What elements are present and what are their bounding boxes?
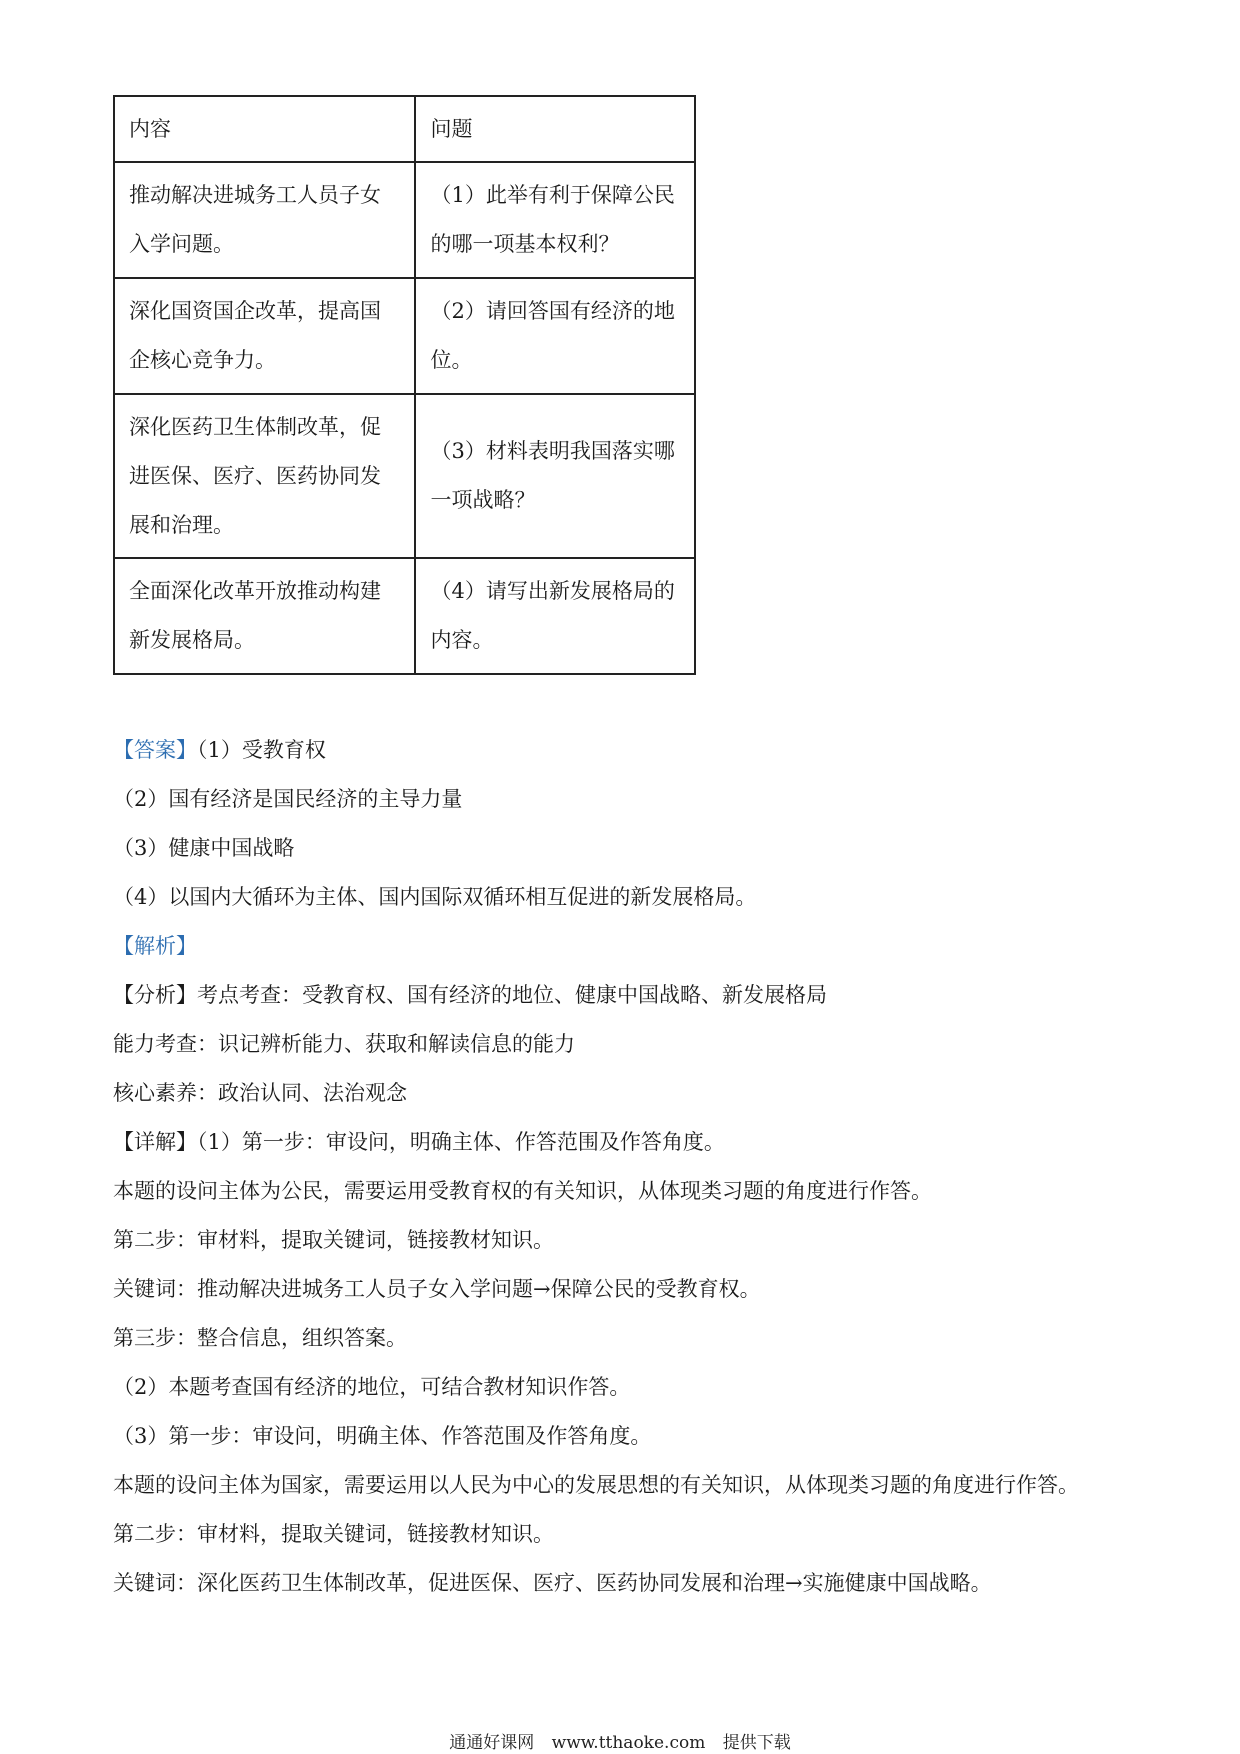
- answer-line: （2）国有经济是国民经济的主导力量: [113, 787, 463, 811]
- table-row: [114, 558, 695, 674]
- row-question: （1）此举有利于保障公民的哪一项基本权利？: [415, 162, 695, 278]
- analysis-line: 【分析】考点考查：受教育权、国有经济的地位、健康中国战略、新发展格局: [113, 983, 827, 1007]
- analysis-line: 关键词：深化医药卫生体制改革，促进医保、医疗、医药协同发展和治理→实施健康中国战略。: [113, 1571, 992, 1595]
- row-content: 深化国资国企改革，提高国企核心竞争力。: [114, 278, 415, 394]
- answer-section: [113, 726, 1143, 1608]
- answer-tag: 【答案】: [113, 738, 197, 762]
- row-question: （3）材料表明我国落实哪一项战略？: [415, 394, 695, 558]
- analysis-line: 第三步：整合信息，组织答案。: [113, 1326, 407, 1350]
- footer-site: 通通好课网: [449, 1733, 535, 1753]
- row-question: （4）请写出新发展格局的内容。: [415, 558, 695, 674]
- analysis-line: 本题的设问主体为公民，需要运用受教育权的有关知识，从体现类习题的角度进行作答。: [113, 1179, 932, 1203]
- row-content: 推动解决进城务工人员子女入学问题。: [114, 162, 415, 278]
- header-content: 内容: [114, 96, 415, 162]
- answer-line: （3）健康中国战略: [113, 836, 295, 860]
- analysis-line: 关键词：推动解决进城务工人员子女入学问题→保障公民的受教育权。: [113, 1277, 761, 1301]
- analysis-line: 能力考查：识记辨析能力、获取和解读信息的能力: [113, 1032, 575, 1056]
- analysis-line: 【详解】（1）第一步：审设问，明确主体、作答范围及作答角度。: [113, 1130, 725, 1154]
- analysis-line: 核心素养：政治认同、法治观念: [113, 1081, 407, 1105]
- footer-note: 提供下载: [722, 1733, 791, 1753]
- row-question: （2）请回答国有经济的地位。: [415, 278, 695, 394]
- row-content: 全面深化改革开放推动构建新发展格局。: [114, 558, 415, 674]
- question-table: [113, 95, 696, 675]
- analysis-line: 本题的设问主体为国家，需要运用以人民为中心的发展思想的有关知识，从体现类习题的角度进行作答。: [113, 1473, 1079, 1497]
- analysis-line: （3）第一步：审设问，明确主体、作答范围及作答角度。: [113, 1424, 652, 1448]
- analysis-line: 第二步：审材料，提取关键词，链接教材知识。: [113, 1228, 554, 1252]
- analysis-line: 第二步：审材料，提取关键词，链接教材知识。: [113, 1522, 554, 1546]
- header-question: 问题: [415, 96, 695, 162]
- answer-line: （4）以国内大循环为主体、国内国际双循环相互促进的新发展格局。: [113, 885, 757, 909]
- table-row: [114, 278, 695, 394]
- analysis-tag: 【解析】: [113, 934, 197, 958]
- page-footer: [0, 1728, 1240, 1753]
- row-content: 深化医药卫生体制改革，促进医保、医疗、医药协同发展和治理。: [114, 394, 415, 558]
- analysis-line: （2）本题考查国有经济的地位，可结合教材知识作答。: [113, 1375, 631, 1399]
- footer-url[interactable]: www.tthaoke.com: [551, 1733, 706, 1753]
- answer-line: 【答案】（1）受教育权: [113, 738, 326, 762]
- table-row: [114, 162, 695, 278]
- table-header-row: [114, 96, 695, 162]
- table-row: [114, 394, 695, 558]
